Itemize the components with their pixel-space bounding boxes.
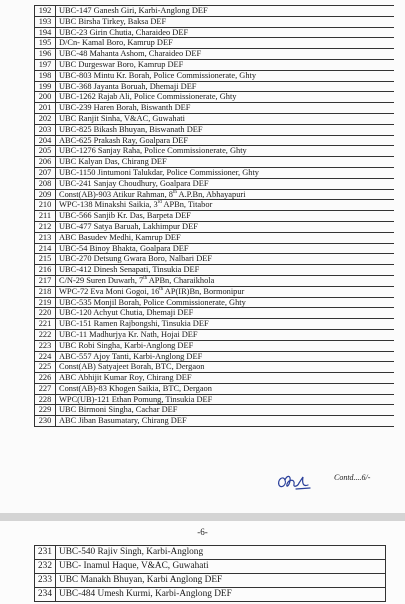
table-row (35, 394, 395, 405)
table-row (35, 113, 395, 124)
table-row (35, 560, 386, 574)
personnel-entry: UBC-566 Sanjib Kr. Das, Barpeta DEF (56, 211, 395, 222)
table-row (35, 178, 395, 189)
entry-text-part: C/N-29 Suren Duwarh, 7 (59, 275, 144, 285)
serial-number: 217 (35, 275, 56, 286)
personnel-entry: UBC Birmoni Singha, Cachar DEF (56, 405, 395, 416)
ordinal-suffix: th (159, 286, 164, 292)
table-row (35, 157, 395, 168)
serial-number: 215 (35, 254, 56, 265)
personnel-entry: UBC-477 Satya Baruah, Lakhimpur DEF (56, 221, 395, 232)
personnel-entry: UBC-540 Rajiv Singh, Karbi-Anglong (56, 546, 386, 560)
personnel-entry (56, 200, 395, 211)
page-separator (0, 513, 405, 521)
table-row (35, 275, 395, 286)
table-row (35, 588, 386, 602)
table-row (35, 373, 395, 384)
personnel-entry: UBC-1276 Sanjay Raha, Police Commissionerate, Ghty (56, 146, 395, 157)
serial-number: 233 (35, 574, 56, 588)
personnel-entry: ABC Abhijit Kumar Roy, Chirang DEF (56, 373, 395, 384)
table-row (35, 167, 395, 178)
entry-text-part: WPC-72 Eva Moni Gogoi, 16 (59, 286, 160, 296)
personnel-entry: UBC-11 Madhurjya Kr. Nath, Hojai DEF (56, 329, 395, 340)
serial-number: 228 (35, 394, 56, 405)
serial-number: 216 (35, 265, 56, 276)
serial-number: 221 (35, 319, 56, 330)
table-row (35, 383, 395, 394)
personnel-entry: UBC-825 Bikash Bhuyan, Biswanath DEF (56, 124, 395, 135)
personnel-entry: ABC-625 Prakash Ray, Goalpara DEF (56, 135, 395, 146)
serial-number: 203 (35, 124, 56, 135)
table-row (35, 232, 395, 243)
serial-number: 211 (35, 211, 56, 222)
serial-number: 194 (35, 27, 56, 38)
serial-number: 214 (35, 243, 56, 254)
personnel-entry: UBC-151 Ramen Rajbongshi, Tinsukia DEF (56, 319, 395, 330)
personnel-entry: UBC-1262 Rajab Ali, Police Commissionerate, Ghty (56, 92, 395, 103)
table-row (35, 351, 395, 362)
personnel-entry: UBC Manakh Bhuyan, Karbi Anglong DEF (56, 574, 386, 588)
document-page-6 (0, 521, 405, 604)
personnel-entry: ABC-557 Ajoy Tanti, Karbi-Anglong DEF (56, 351, 395, 362)
personnel-entry: UBC Durgeswar Boro, Kamrup DEF (56, 59, 395, 70)
table-row (35, 59, 395, 70)
personnel-entry: UBC Kalyan Das, Chirang DEF (56, 157, 395, 168)
personnel-entry (56, 189, 395, 200)
entry-text-part: APBn, Titabor (161, 200, 213, 210)
serial-number: 202 (35, 113, 56, 124)
table-row (35, 135, 395, 146)
personnel-entry: UBC Birsha Tirkey, Baksa DEF (56, 16, 395, 27)
personnel-entry: Const(AB) Satyajeet Borah, BTC, Dergaon (56, 362, 395, 373)
entry-text-part: Const(AB)-903 Atikur Rahman, 8 (59, 189, 173, 199)
serial-number: 193 (35, 16, 56, 27)
entry-text-part: AP(IR)Bn, Bormonipur (163, 286, 245, 296)
ordinal-suffix: th (143, 276, 148, 282)
table-row (35, 308, 395, 319)
table-row (35, 6, 395, 17)
table-row (35, 405, 395, 416)
personnel-entry: UBC Robi Singha, Karbi-Anglong DEF (56, 340, 395, 351)
table-row (35, 200, 395, 211)
serial-number: 222 (35, 329, 56, 340)
personnel-entry: UBC-120 Achyut Chutia, Dhemaji DEF (56, 308, 395, 319)
personnel-entry: WPC(UB)-121 Ethan Pomung, Tinsukia DEF (56, 394, 395, 405)
table-row (35, 362, 395, 373)
table-row (35, 189, 395, 200)
personnel-entry: UBC-1150 Jintumoni Talukdar, Police Commissioner, Ghty (56, 167, 395, 178)
personnel-entry: UBC-412 Dinesh Senapati, Tinsukia DEF (56, 265, 395, 276)
serial-number: 213 (35, 232, 56, 243)
personnel-entry (56, 275, 395, 286)
personnel-entry: D/Cn- Kamal Boro, Kamrup DEF (56, 38, 395, 49)
ordinal-suffix: th (173, 189, 177, 195)
continued-note: Contd....6/- (334, 473, 371, 482)
table-row (35, 416, 395, 427)
table-row (35, 319, 395, 330)
signature-icon (276, 471, 314, 493)
personnel-entry: UBC-270 Detsung Gwara Boro, Nalbari DEF (56, 254, 395, 265)
serial-number: 229 (35, 405, 56, 416)
serial-number: 201 (35, 103, 56, 114)
personnel-entry: UBC-23 Girin Chutia, Charaideo DEF (56, 27, 395, 38)
personnel-entry: UBC-535 Monjil Borah, Police Commissionerate, Ghty (56, 297, 395, 308)
table-row (35, 221, 395, 232)
table-row (35, 70, 395, 81)
table-row (35, 27, 395, 38)
serial-number: 209 (35, 189, 56, 200)
table-row (35, 16, 395, 27)
personnel-entry (56, 286, 395, 297)
personnel-entry: UBC-54 Binoy Bhakta, Goalpara DEF (56, 243, 395, 254)
serial-number: 197 (35, 59, 56, 70)
table-row (35, 38, 395, 49)
table-row (35, 254, 395, 265)
personnel-entry: UBC-147 Ganesh Giri, Karbi-Anglong DEF (56, 6, 395, 17)
table-row (35, 92, 395, 103)
page-number: -6- (197, 527, 208, 537)
serial-number: 212 (35, 221, 56, 232)
table-row (35, 124, 395, 135)
personnel-entry: UBC-484 Umesh Kurmi, Karbi-Anglong DEF (56, 588, 386, 602)
personnel-entry: UBC Ranjit Sinha, V&AC, Guwahati (56, 113, 395, 124)
entry-text-part: WPC-138 Minakshi Saikia, 3 (59, 200, 158, 210)
entry-text-part: A.P.Bn, Abhayapuri (176, 189, 246, 199)
table-row (35, 49, 395, 60)
serial-number: 207 (35, 167, 56, 178)
personnel-entry: UBC-368 Jayanta Boruah, Dhemaji DEF (56, 81, 395, 92)
personnel-entry: Const(AB)-83 Khogen Saikia, BTC, Dergaon (56, 383, 395, 394)
serial-number: 225 (35, 362, 56, 373)
serial-number: 199 (35, 81, 56, 92)
table-row (35, 211, 395, 222)
table-row (35, 574, 386, 588)
serial-number: 210 (35, 200, 56, 211)
serial-number: 196 (35, 49, 56, 60)
serial-number: 208 (35, 178, 56, 189)
personnel-entry: UBC-241 Sanjay Choudhury, Goalpara DEF (56, 178, 395, 189)
personnel-entry: ABC Jiban Basumatary, Chirang DEF (56, 416, 395, 427)
serial-number: 200 (35, 92, 56, 103)
table-row (35, 146, 395, 157)
personnel-entry: ABC Basudev Medhi, Kamrup DEF (56, 232, 395, 243)
serial-number: 206 (35, 157, 56, 168)
serial-number: 219 (35, 297, 56, 308)
personnel-table-page-6 (34, 545, 386, 602)
serial-number: 195 (35, 38, 56, 49)
entry-text-part: APBn, Charaikhola (147, 275, 215, 285)
serial-number: 223 (35, 340, 56, 351)
table-row (35, 265, 395, 276)
table-row (35, 546, 386, 560)
personnel-entry: UBC- Inamul Haque, V&AC, Guwahati (56, 560, 386, 574)
table-row (35, 81, 395, 92)
table-row (35, 340, 395, 351)
table-row (35, 329, 395, 340)
table-row (35, 243, 395, 254)
personnel-entry: UBC-803 Mintu Kr. Borah, Police Commissionerate, Ghty (56, 70, 395, 81)
table-row (35, 286, 395, 297)
serial-number: 220 (35, 308, 56, 319)
serial-number: 205 (35, 146, 56, 157)
serial-number: 230 (35, 416, 56, 427)
serial-number: 224 (35, 351, 56, 362)
serial-number: 232 (35, 560, 56, 574)
table-row (35, 103, 395, 114)
ordinal-suffix: rd (157, 200, 162, 206)
serial-number: 192 (35, 6, 56, 17)
personnel-table-page-5 (34, 5, 394, 427)
serial-number: 227 (35, 383, 56, 394)
personnel-entry: UBC-239 Haren Borah, Biswanth DEF (56, 103, 395, 114)
serial-number: 204 (35, 135, 56, 146)
serial-number: 198 (35, 70, 56, 81)
serial-number: 231 (35, 546, 56, 560)
personnel-entry: UBC-48 Mahanta Ashom, Charaideo DEF (56, 49, 395, 60)
table-row (35, 297, 395, 308)
serial-number: 226 (35, 373, 56, 384)
serial-number: 234 (35, 588, 56, 602)
serial-number: 218 (35, 286, 56, 297)
